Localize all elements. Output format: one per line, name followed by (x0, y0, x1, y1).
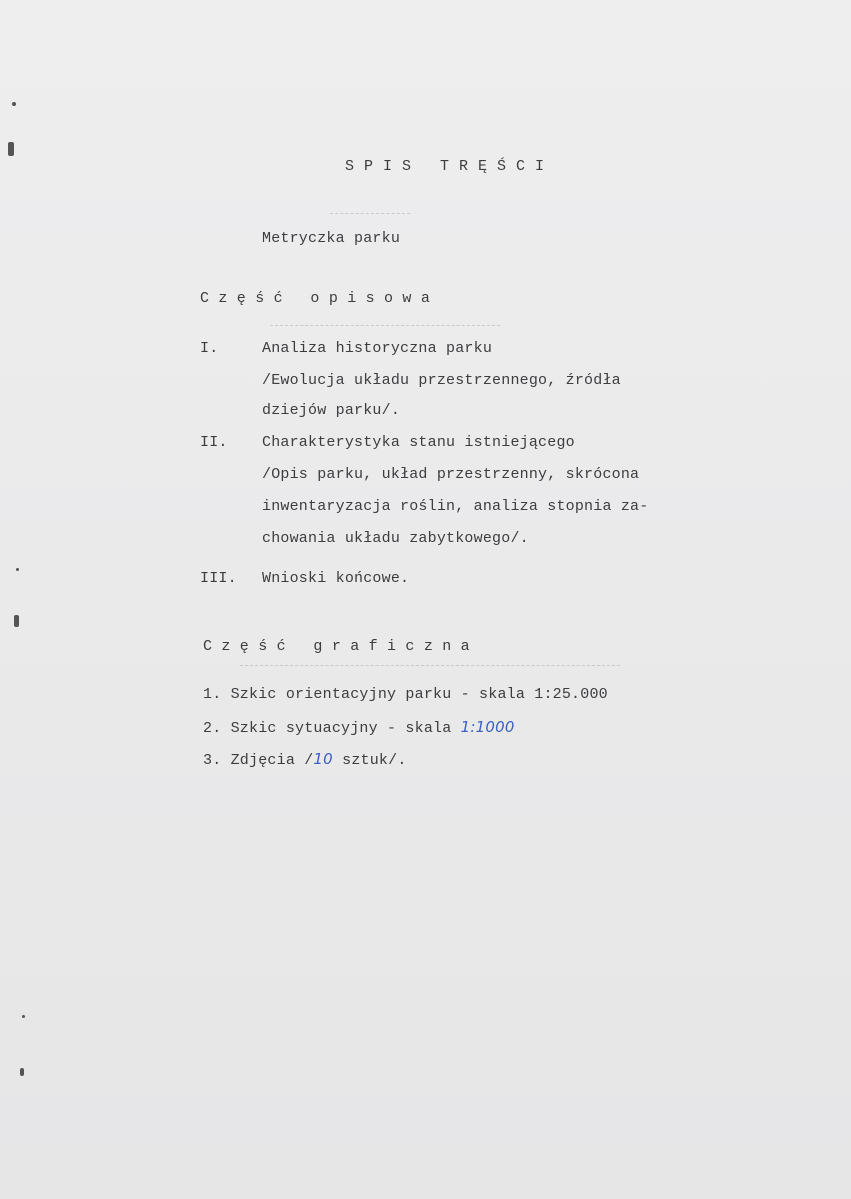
handwritten-scale: 1:1000 (460, 718, 515, 736)
item-line: chowania układu zabytkowego/. (262, 530, 529, 547)
binding-hole-mark (14, 615, 19, 627)
item-line: inwentaryzacja roślin, analiza stopnia za- (262, 498, 649, 515)
item-number: I. (200, 340, 219, 357)
graphic-item-text-after: sztuk/. (332, 752, 407, 769)
page-title: S P I S T R Ę Ś C I (345, 158, 545, 175)
divider (240, 665, 620, 666)
item-number: III. (200, 570, 237, 587)
graphic-item (203, 750, 407, 769)
graphic-item-text: 3. Zdjęcia / (203, 752, 314, 769)
graphic-item: 1. Szkic orientacyjny parku - skala 1:25.000 (203, 686, 608, 703)
divider (270, 325, 500, 326)
binding-hole-mark (8, 142, 14, 156)
graphic-item (203, 718, 515, 737)
item-line: Wnioski końcowe. (262, 570, 410, 587)
item-line: Charakterystyka stanu istniejącego (262, 434, 575, 451)
graphic-item-text: 2. Szkic sytuacyjny - skala (203, 720, 461, 737)
item-line: /Ewolucja układu przestrzennego, źródła (262, 372, 621, 389)
section-heading-graficzna: C z ę ś ć g r a f i c z n a (203, 638, 470, 655)
item-number: II. (200, 434, 228, 451)
handwritten-count: 10 (313, 750, 333, 768)
binding-hole-mark (16, 568, 19, 571)
section-heading-opisowa: C z ę ś ć o p i s o w a (200, 290, 431, 307)
item-line: Analiza historyczna parku (262, 340, 493, 357)
divider (330, 213, 410, 214)
item-line: /Opis parku, układ przestrzenny, skrócona (262, 466, 640, 483)
binding-hole-mark (22, 1015, 25, 1018)
binding-hole-mark (20, 1068, 24, 1076)
binding-hole-mark (12, 102, 16, 106)
item-line: dziejów parku/. (262, 402, 401, 419)
metryczka-entry: Metryczka parku (262, 230, 401, 247)
